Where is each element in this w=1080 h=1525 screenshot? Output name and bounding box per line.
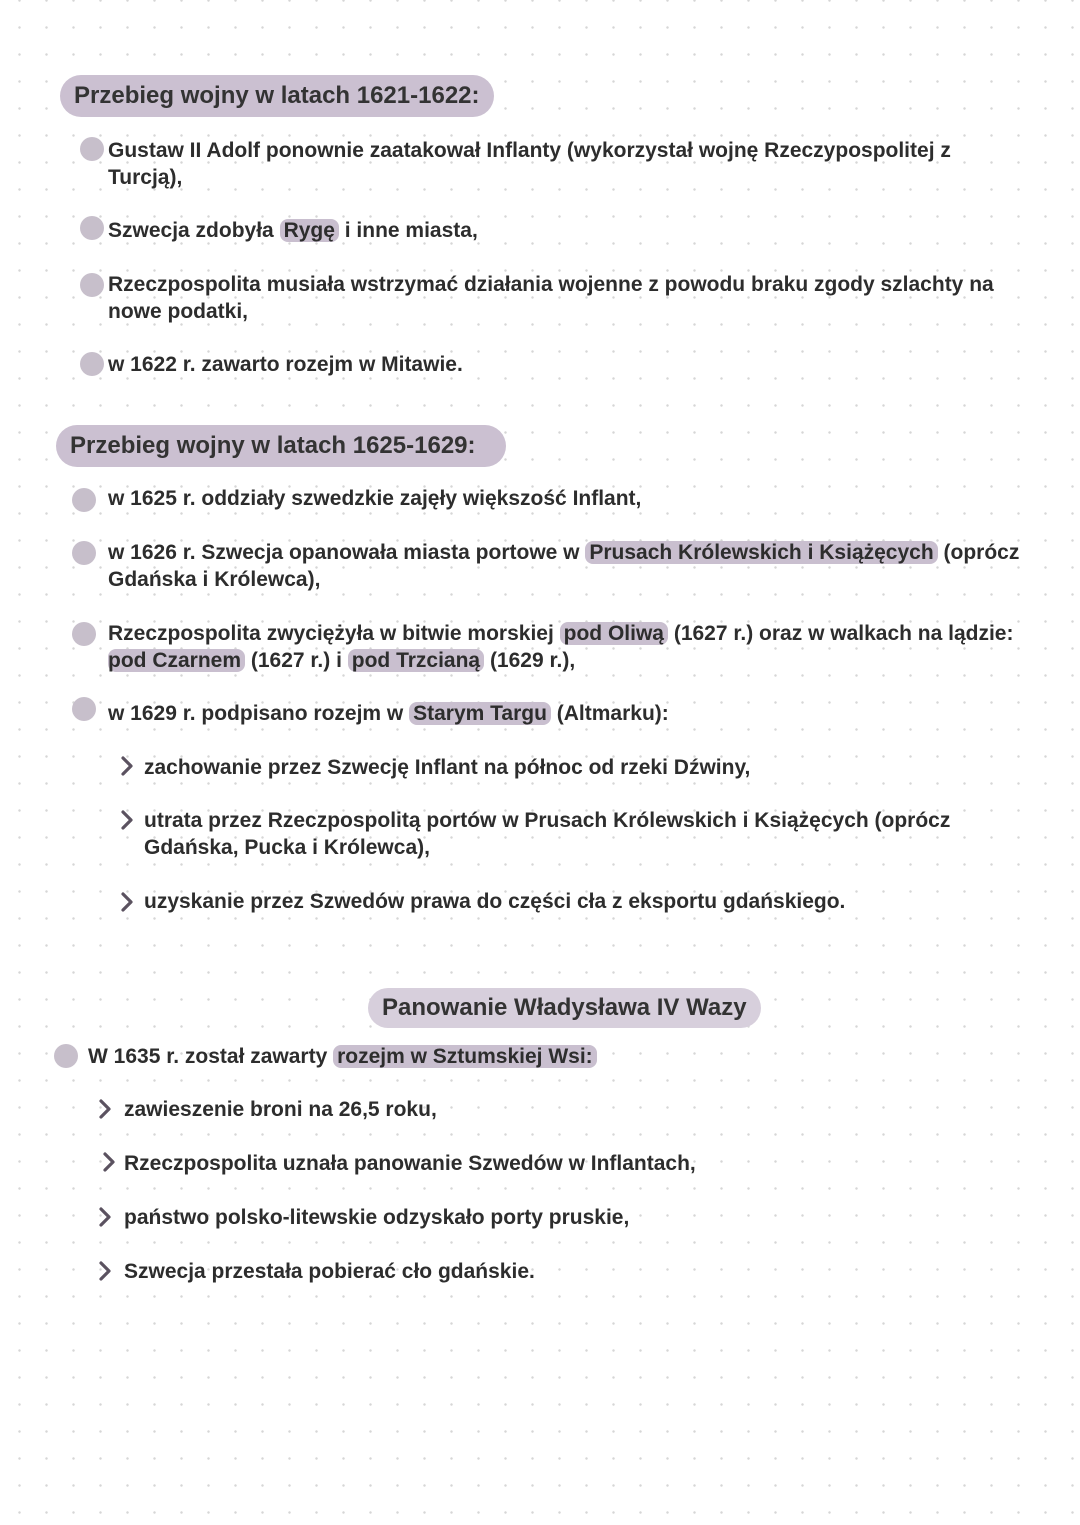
- bullet-dot: [72, 622, 96, 646]
- bullet-dot: [72, 541, 96, 565]
- highlight-riga: Rygę: [280, 219, 339, 242]
- highlight-sztumska-wies: rozejm w Sztumskiej Wsi:: [333, 1045, 597, 1068]
- bullet-dot: [72, 488, 96, 512]
- chevron-right-icon: [98, 1260, 112, 1282]
- list-item-text: nowe podatki,: [108, 300, 249, 323]
- list-item-text: [108, 620, 1013, 647]
- bullet-dot: [80, 216, 104, 240]
- list-item-text: [108, 647, 575, 674]
- text-segment: (oprócz: [937, 541, 1020, 564]
- sublist-item-text: zawieszenie broni na 26,5 roku,: [124, 1098, 437, 1121]
- text-segment: (Altmarku):: [550, 702, 669, 725]
- text-segment: (1629 r.),: [484, 649, 576, 672]
- section-heading-1621-1622: Przebieg wojny w latach 1621-1622:: [60, 75, 494, 117]
- chevron-right-icon: [98, 1206, 112, 1228]
- chevron-right-icon: [102, 1151, 116, 1173]
- list-item-text: Gustaw II Adolf ponownie zaatakował Inflanty (wykorzystał wojnę Rzeczypospolitej z: [108, 139, 951, 162]
- sublist-item-text: utrata przez Rzeczpospolitą portów w Prusach Królewskich i Książęcych (oprócz: [144, 809, 951, 832]
- sublist-item-text: państwo polsko-litewskie odzyskało porty pruskie,: [124, 1206, 630, 1229]
- chevron-right-icon: [120, 891, 134, 913]
- list-item-text: [108, 700, 669, 727]
- highlight-czarne: pod Czarnem: [108, 649, 245, 672]
- bullet-dot: [72, 697, 96, 721]
- text-segment: (1627 r.) i: [245, 649, 348, 672]
- highlight-prusy: Prusach Królewskich i Książęcych: [585, 541, 937, 564]
- chevron-right-icon: [120, 755, 134, 777]
- highlight-trzciana: pod Trzcianą: [348, 649, 484, 672]
- sublist-item-text: Szwecja przestała pobierać cło gdańskie.: [124, 1260, 535, 1283]
- text-segment: (1627 r.) oraz w walkach na lądzie:: [668, 622, 1014, 645]
- highlight-stary-targ: Starym Targu: [409, 702, 551, 725]
- list-item-text: Turcją),: [108, 166, 183, 189]
- text-segment: i inne miasta,: [338, 219, 478, 242]
- list-item-text: Rzeczpospolita musiała wstrzymać działania wojenne z powodu braku zgody szlachty na: [108, 273, 994, 296]
- list-item-text: w 1625 r. oddziały szwedzkie zajęły większość Inflant,: [108, 487, 642, 510]
- section-heading-1625-1629: Przebieg wojny w latach 1625-1629:: [56, 425, 506, 467]
- text-segment: w 1629 r. podpisano rozejm w: [108, 702, 410, 725]
- bullet-dot: [54, 1044, 78, 1068]
- highlight-oliwa: pod Oliwą: [560, 622, 668, 645]
- sublist-item-text: uzyskanie przez Szwedów prawa do części cła z eksportu gdańskiego.: [144, 890, 846, 913]
- sublist-item-text: zachowanie przez Szwecję Inflant na północ od rzeki Dźwiny,: [144, 756, 751, 779]
- list-item-text: [88, 1043, 597, 1070]
- text-segment: w 1626 r. Szwecja opanowała miasta portowe w: [108, 541, 586, 564]
- bullet-dot: [80, 137, 104, 161]
- bullet-dot: [80, 352, 104, 376]
- section-title-wladyslaw: Panowanie Władysława IV Wazy: [368, 988, 761, 1028]
- text-segment: Szwecja zdobyła: [108, 219, 280, 242]
- chevron-right-icon: [98, 1098, 112, 1120]
- list-item-text: [108, 539, 1019, 566]
- sublist-item-text: Gdańska, Pucka i Królewca),: [144, 836, 430, 859]
- text-segment: W 1635 r. został zawarty: [88, 1045, 334, 1068]
- list-item-text: w 1622 r. zawarto rozejm w Mitawie.: [108, 353, 463, 376]
- text-segment: Rzeczpospolita zwyciężyła w bitwie morskiej: [108, 622, 560, 645]
- sublist-item-text: Rzeczpospolita uznała panowanie Szwedów w Inflantach,: [124, 1152, 696, 1175]
- list-item-text: [108, 217, 478, 244]
- chevron-right-icon: [120, 809, 134, 831]
- list-item-text: Gdańska i Królewca),: [108, 568, 321, 591]
- bullet-dot: [80, 273, 104, 297]
